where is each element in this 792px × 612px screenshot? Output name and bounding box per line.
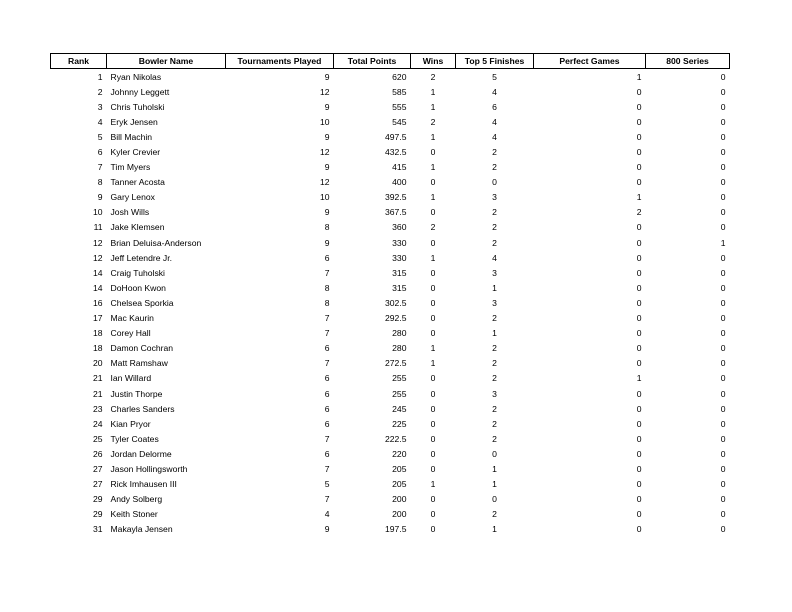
table-row (51, 507, 730, 522)
cell-bowler-name: Corey Hall (110, 328, 151, 339)
cell-wins: 1 (430, 101, 436, 112)
cell-total-points: 197.5 (384, 524, 407, 535)
cell-wins: 0 (430, 373, 436, 384)
cell-800-series: 0 (720, 116, 726, 127)
table-row (51, 84, 730, 99)
cell-bowler-name: Matt Ramshaw (110, 358, 168, 369)
cell-wins: 0 (430, 313, 436, 324)
cell-wins: 0 (430, 388, 436, 399)
cell-perfect-games: 0 (636, 448, 642, 459)
cell-total-points: 200 (392, 494, 407, 505)
cell-top-5-finishes: 2 (492, 162, 497, 173)
cell-wins: 1 (430, 192, 436, 203)
cell-wins: 0 (430, 147, 436, 158)
cell-total-points: 280 (392, 343, 407, 354)
table-row (51, 160, 730, 175)
cell-tournaments-played: 12 (319, 86, 330, 97)
cell-top-5-finishes: 4 (492, 131, 497, 142)
cell-total-points: 255 (392, 388, 407, 399)
cell-bowler-name: Craig Tuholski (110, 267, 165, 278)
cell-total-points: 400 (392, 177, 407, 188)
cell-bowler-name: Johnny Leggett (110, 86, 170, 97)
cell-perfect-games: 0 (636, 494, 642, 505)
cell-bowler-name: Rick Imhausen III (110, 479, 177, 490)
table-row (51, 144, 730, 159)
table-row (51, 522, 730, 537)
standings-body (51, 69, 730, 537)
cell-total-points: 205 (392, 479, 407, 490)
table-row (51, 265, 730, 280)
cell-800-series: 0 (720, 373, 726, 384)
cell-top-5-finishes: 2 (492, 207, 497, 218)
cell-wins: 0 (430, 448, 436, 459)
table-row (51, 220, 730, 235)
table-row (51, 431, 730, 446)
cell-perfect-games: 0 (636, 252, 642, 263)
cell-total-points: 555 (392, 101, 407, 112)
table-row (51, 190, 730, 205)
cell-total-points: 585 (392, 86, 407, 97)
cell-bowler-name: Bill Machin (110, 131, 153, 142)
cell-800-series: 0 (720, 463, 726, 474)
cell-total-points: 272.5 (384, 358, 407, 369)
cell-tournaments-played: 10 (319, 192, 330, 203)
cell-rank: 25 (92, 433, 103, 444)
cell-bowler-name: Eryk Jensen (110, 116, 158, 127)
cell-total-points: 497.5 (384, 131, 407, 142)
cell-wins: 0 (430, 267, 436, 278)
cell-wins: 1 (430, 343, 436, 354)
cell-top-5-finishes: 2 (492, 237, 497, 248)
cell-tournaments-played: 12 (319, 177, 330, 188)
cell-perfect-games: 0 (636, 267, 642, 278)
cell-wins: 1 (430, 358, 436, 369)
standings-table (50, 53, 730, 537)
cell-rank: 3 (97, 101, 103, 112)
cell-perfect-games: 0 (636, 101, 642, 112)
cell-wins: 0 (430, 509, 436, 520)
cell-total-points: 280 (392, 328, 407, 339)
cell-tournaments-played: 6 (324, 403, 330, 414)
cell-rank: 17 (92, 313, 103, 324)
cell-800-series: 0 (720, 147, 726, 158)
cell-perfect-games: 0 (636, 86, 642, 97)
cell-top-5-finishes: 2 (492, 313, 497, 324)
cell-tournaments-played: 7 (324, 313, 330, 324)
header-bowler-name: Bowler Name (107, 54, 226, 69)
cell-perfect-games: 0 (636, 131, 642, 142)
cell-perfect-games: 0 (636, 479, 642, 490)
cell-bowler-name: Charles Sanders (110, 403, 175, 414)
cell-rank: 20 (92, 358, 103, 369)
cell-bowler-name: Damon Cochran (110, 343, 174, 354)
cell-800-series: 0 (720, 192, 726, 203)
cell-800-series: 0 (720, 252, 726, 263)
table-row (51, 326, 730, 341)
table-row (51, 69, 730, 85)
cell-total-points: 330 (392, 237, 407, 248)
standings-sheet (50, 53, 729, 537)
table-row (51, 416, 730, 431)
cell-bowler-name: Justin Thorpe (110, 388, 163, 399)
cell-tournaments-played: 7 (324, 267, 330, 278)
cell-top-5-finishes: 2 (492, 433, 497, 444)
cell-perfect-games: 0 (636, 388, 642, 399)
cell-wins: 0 (430, 433, 436, 444)
cell-bowler-name: Jordan Delorme (110, 448, 172, 459)
cell-perfect-games: 0 (636, 328, 642, 339)
table-row (51, 311, 730, 326)
cell-top-5-finishes: 1 (492, 328, 497, 339)
table-row (51, 341, 730, 356)
cell-tournaments-played: 6 (324, 373, 330, 384)
cell-wins: 2 (430, 71, 436, 82)
cell-800-series: 0 (720, 433, 726, 444)
cell-tournaments-played: 9 (324, 131, 330, 142)
table-row (51, 205, 730, 220)
cell-bowler-name: Chris Tuholski (110, 101, 165, 112)
table-row (51, 99, 730, 114)
cell-tournaments-played: 8 (324, 282, 330, 293)
cell-top-5-finishes: 3 (492, 267, 497, 278)
cell-wins: 0 (430, 494, 436, 505)
cell-top-5-finishes: 2 (492, 147, 497, 158)
cell-wins: 0 (430, 297, 436, 308)
cell-tournaments-played: 10 (319, 116, 330, 127)
cell-wins: 1 (430, 131, 436, 142)
cell-800-series: 0 (720, 388, 726, 399)
cell-tournaments-played: 6 (324, 343, 330, 354)
cell-top-5-finishes: 1 (492, 463, 497, 474)
cell-total-points: 255 (392, 373, 407, 384)
cell-bowler-name: Brian Deluisa-Anderson (110, 237, 202, 248)
cell-top-5-finishes: 5 (492, 71, 497, 82)
cell-wins: 1 (430, 479, 436, 490)
cell-perfect-games: 0 (636, 222, 642, 233)
cell-bowler-name: Mac Kaurin (110, 313, 154, 324)
cell-800-series: 0 (720, 494, 726, 505)
cell-total-points: 200 (392, 509, 407, 520)
header-row (51, 54, 730, 69)
cell-perfect-games: 0 (636, 343, 642, 354)
cell-top-5-finishes: 6 (492, 101, 497, 112)
cell-perfect-games: 0 (636, 147, 642, 158)
cell-bowler-name: Chelsea Sporkia (110, 297, 174, 308)
cell-800-series: 0 (720, 328, 726, 339)
cell-rank: 29 (92, 494, 103, 505)
cell-wins: 0 (430, 328, 436, 339)
table-row (51, 371, 730, 386)
cell-top-5-finishes: 2 (492, 509, 497, 520)
cell-800-series: 0 (720, 524, 726, 535)
cell-800-series: 0 (720, 343, 726, 354)
cell-rank: 29 (92, 509, 103, 520)
cell-total-points: 620 (392, 71, 407, 82)
cell-total-points: 432.5 (384, 147, 407, 158)
cell-total-points: 225 (392, 418, 407, 429)
cell-800-series: 0 (720, 131, 726, 142)
cell-rank: 18 (92, 343, 103, 354)
cell-total-points: 315 (392, 282, 407, 293)
cell-tournaments-played: 9 (324, 162, 330, 173)
cell-bowler-name: Tyler Coates (110, 433, 159, 444)
cell-800-series: 0 (720, 313, 726, 324)
cell-perfect-games: 1 (636, 71, 642, 82)
cell-tournaments-played: 4 (324, 509, 330, 520)
cell-rank: 27 (92, 479, 103, 490)
table-row (51, 461, 730, 476)
cell-bowler-name: Jake Klemsen (110, 222, 165, 233)
cell-wins: 0 (430, 207, 436, 218)
cell-total-points: 245 (392, 403, 407, 414)
cell-total-points: 315 (392, 267, 407, 278)
table-row (51, 114, 730, 129)
cell-rank: 12 (92, 237, 103, 248)
table-row (51, 446, 730, 461)
cell-800-series: 0 (720, 297, 726, 308)
table-row (51, 477, 730, 492)
cell-perfect-games: 0 (636, 313, 642, 324)
cell-rank: 21 (92, 373, 103, 384)
cell-wins: 0 (430, 403, 436, 414)
cell-rank: 14 (92, 282, 103, 293)
cell-wins: 0 (430, 282, 436, 293)
cell-top-5-finishes: 1 (492, 282, 497, 293)
cell-rank: 7 (97, 162, 103, 173)
cell-800-series: 0 (720, 479, 726, 490)
cell-total-points: 545 (392, 116, 407, 127)
cell-rank: 4 (97, 116, 103, 127)
cell-800-series: 0 (720, 403, 726, 414)
cell-wins: 1 (430, 252, 436, 263)
cell-rank: 21 (92, 388, 103, 399)
cell-rank: 10 (92, 207, 103, 218)
cell-800-series: 1 (720, 237, 726, 248)
cell-perfect-games: 0 (636, 177, 642, 188)
header-rank: Rank (51, 54, 107, 69)
cell-top-5-finishes: 2 (492, 343, 497, 354)
cell-rank: 11 (93, 222, 103, 233)
cell-tournaments-played: 7 (324, 328, 330, 339)
cell-top-5-finishes: 2 (492, 418, 497, 429)
header-tournaments-played: Tournaments Played (226, 54, 334, 69)
cell-bowler-name: Gary Lenox (110, 192, 155, 203)
cell-perfect-games: 0 (636, 403, 642, 414)
cell-top-5-finishes: 0 (492, 177, 497, 188)
cell-wins: 0 (430, 418, 436, 429)
cell-800-series: 0 (720, 282, 726, 293)
table-row (51, 386, 730, 401)
cell-bowler-name: Makayla Jensen (110, 524, 173, 535)
cell-rank: 12 (92, 252, 103, 263)
cell-rank: 26 (92, 448, 103, 459)
cell-rank: 24 (92, 418, 103, 429)
cell-total-points: 205 (392, 463, 407, 474)
cell-tournaments-played: 7 (324, 433, 330, 444)
cell-rank: 23 (92, 403, 103, 414)
cell-top-5-finishes: 4 (492, 252, 497, 263)
cell-bowler-name: Kyler Crevier (110, 147, 161, 158)
header-perfect-games: Perfect Games (534, 54, 646, 69)
cell-tournaments-played: 6 (324, 448, 330, 459)
cell-rank: 14 (92, 267, 103, 278)
cell-wins: 0 (430, 524, 436, 535)
cell-perfect-games: 0 (636, 463, 642, 474)
table-row (51, 250, 730, 265)
cell-bowler-name: DoHoon Kwon (110, 282, 166, 293)
cell-top-5-finishes: 2 (492, 358, 497, 369)
cell-top-5-finishes: 3 (492, 192, 497, 203)
cell-wins: 2 (430, 116, 436, 127)
cell-top-5-finishes: 0 (492, 448, 497, 459)
cell-perfect-games: 0 (636, 509, 642, 520)
cell-perfect-games: 0 (636, 282, 642, 293)
header-wins: Wins (411, 54, 456, 69)
header-800-series: 800 Series (646, 54, 730, 69)
cell-800-series: 0 (720, 207, 726, 218)
cell-tournaments-played: 8 (324, 222, 330, 233)
cell-bowler-name: Andy Solberg (110, 494, 163, 505)
cell-800-series: 0 (720, 162, 726, 173)
cell-tournaments-played: 12 (319, 147, 330, 158)
cell-800-series: 0 (720, 358, 726, 369)
cell-top-5-finishes: 2 (492, 373, 497, 384)
cell-tournaments-played: 6 (324, 252, 330, 263)
cell-bowler-name: Jason Hollingsworth (110, 463, 188, 474)
table-row (51, 492, 730, 507)
cell-perfect-games: 0 (636, 162, 642, 173)
table-row (51, 356, 730, 371)
header-total-points: Total Points (334, 54, 411, 69)
cell-800-series: 0 (720, 86, 726, 97)
cell-top-5-finishes: 0 (492, 494, 497, 505)
cell-800-series: 0 (720, 222, 726, 233)
cell-total-points: 302.5 (384, 297, 407, 308)
cell-bowler-name: Jeff Letendre Jr. (110, 252, 172, 263)
cell-total-points: 292.5 (384, 313, 407, 324)
cell-tournaments-played: 7 (324, 494, 330, 505)
cell-perfect-games: 1 (636, 373, 642, 384)
cell-rank: 2 (97, 86, 103, 97)
cell-bowler-name: Josh Wills (110, 207, 150, 218)
cell-800-series: 0 (720, 267, 726, 278)
cell-perfect-games: 0 (636, 418, 642, 429)
cell-top-5-finishes: 4 (492, 86, 497, 97)
cell-800-series: 0 (720, 448, 726, 459)
cell-tournaments-played: 9 (324, 71, 330, 82)
cell-tournaments-played: 8 (324, 297, 330, 308)
cell-perfect-games: 0 (636, 297, 642, 308)
cell-tournaments-played: 9 (324, 524, 330, 535)
cell-800-series: 0 (720, 509, 726, 520)
cell-rank: 9 (97, 192, 103, 203)
cell-perfect-games: 0 (636, 237, 642, 248)
cell-top-5-finishes: 4 (492, 116, 497, 127)
table-row (51, 129, 730, 144)
cell-bowler-name: Keith Stoner (110, 509, 158, 520)
cell-top-5-finishes: 3 (492, 297, 497, 308)
cell-800-series: 0 (720, 71, 726, 82)
header-top-5-finishes: Top 5 Finishes (456, 54, 534, 69)
cell-800-series: 0 (720, 101, 726, 112)
cell-rank: 6 (97, 147, 103, 158)
cell-wins: 0 (430, 177, 436, 188)
cell-top-5-finishes: 1 (492, 479, 497, 490)
cell-wins: 0 (430, 237, 436, 248)
cell-tournaments-played: 7 (324, 358, 330, 369)
cell-perfect-games: 1 (636, 192, 642, 203)
cell-wins: 1 (430, 86, 436, 97)
cell-rank: 27 (92, 463, 103, 474)
cell-wins: 0 (430, 463, 436, 474)
cell-rank: 8 (97, 177, 103, 188)
cell-wins: 2 (430, 222, 436, 233)
cell-rank: 18 (92, 328, 103, 339)
cell-perfect-games: 0 (636, 524, 642, 535)
cell-rank: 16 (92, 297, 103, 308)
cell-wins: 1 (430, 162, 436, 173)
cell-800-series: 0 (720, 177, 726, 188)
table-row (51, 175, 730, 190)
cell-bowler-name: Tanner Acosta (110, 177, 165, 188)
cell-tournaments-played: 9 (324, 207, 330, 218)
cell-perfect-games: 0 (636, 358, 642, 369)
cell-total-points: 367.5 (384, 207, 407, 218)
cell-perfect-games: 0 (636, 116, 642, 127)
cell-total-points: 330 (392, 252, 407, 263)
cell-top-5-finishes: 3 (492, 388, 497, 399)
cell-tournaments-played: 9 (324, 237, 330, 248)
cell-perfect-games: 0 (636, 433, 642, 444)
cell-tournaments-played: 6 (324, 388, 330, 399)
cell-rank: 5 (97, 131, 103, 142)
cell-tournaments-played: 9 (324, 101, 330, 112)
cell-bowler-name: Kian Pryor (110, 418, 151, 429)
cell-total-points: 222.5 (384, 433, 407, 444)
cell-total-points: 220 (392, 448, 407, 459)
cell-total-points: 360 (392, 222, 407, 233)
cell-total-points: 392.5 (384, 192, 407, 203)
cell-top-5-finishes: 1 (492, 524, 497, 535)
cell-tournaments-played: 7 (324, 463, 330, 474)
cell-perfect-games: 2 (636, 207, 642, 218)
cell-top-5-finishes: 2 (492, 222, 497, 233)
cell-tournaments-played: 5 (324, 479, 330, 490)
cell-total-points: 415 (392, 162, 407, 173)
cell-rank: 31 (92, 524, 103, 535)
table-row (51, 401, 730, 416)
table-row (51, 235, 730, 250)
cell-bowler-name: Tim Myers (110, 162, 151, 173)
table-row (51, 295, 730, 310)
table-row (51, 280, 730, 295)
cell-bowler-name: Ryan Nikolas (110, 71, 162, 82)
cell-tournaments-played: 6 (324, 418, 330, 429)
cell-rank: 1 (97, 71, 103, 82)
cell-bowler-name: Ian Willard (110, 373, 152, 384)
cell-800-series: 0 (720, 418, 726, 429)
cell-top-5-finishes: 2 (492, 403, 497, 414)
